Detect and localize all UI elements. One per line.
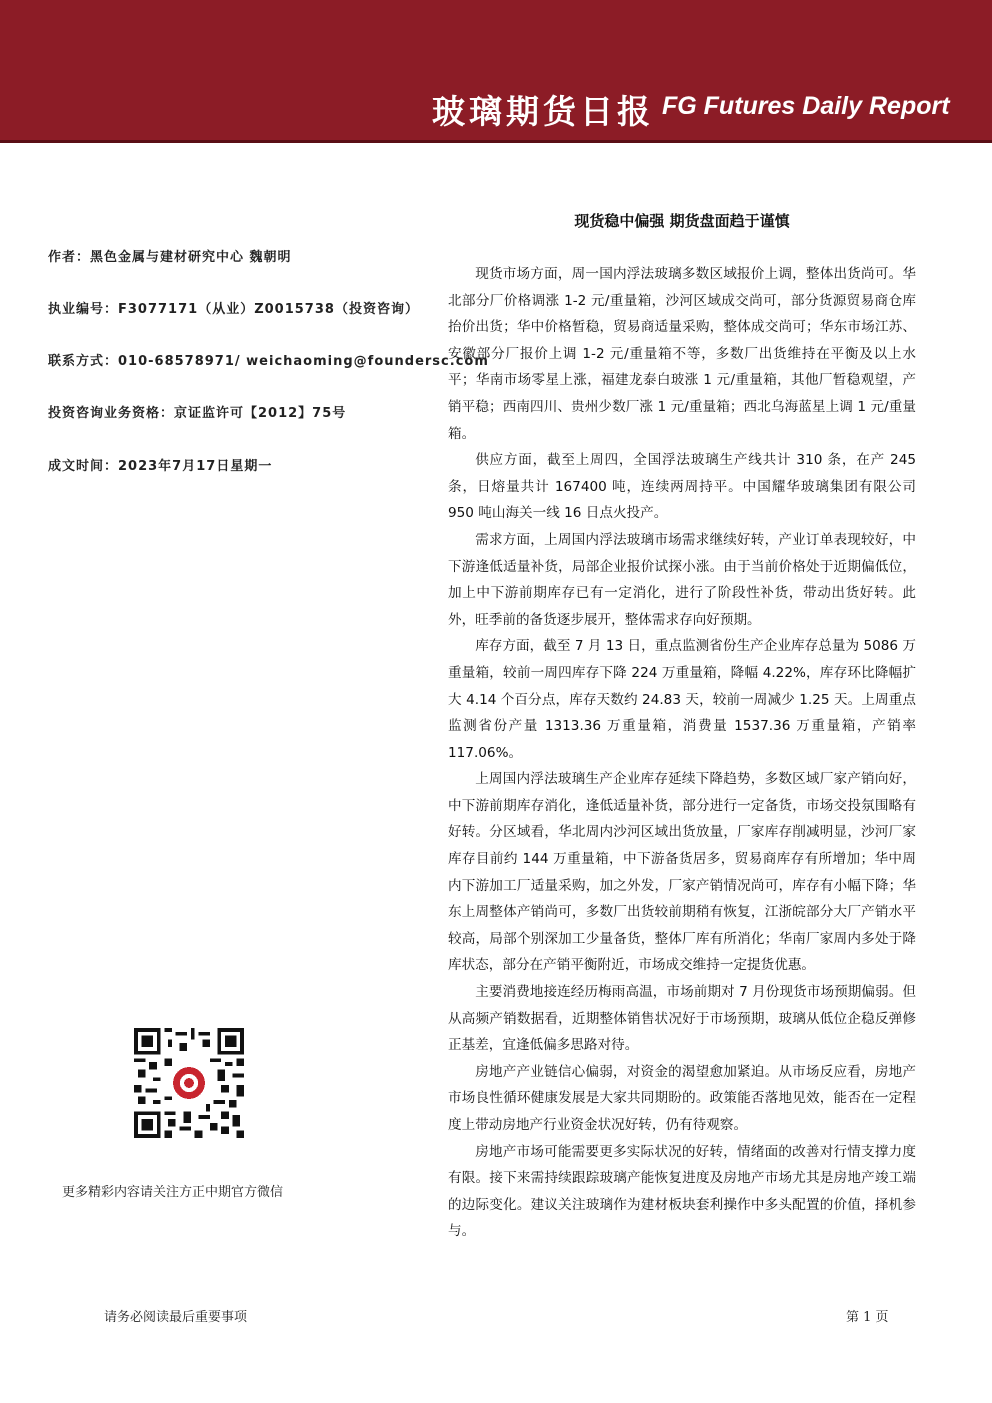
date-line: 成文时间：2023年7月17日星期一 xyxy=(48,459,273,474)
paragraph-consumption: 主要消费地接连经历梅雨高温，市场前期对 7 月份现货市场预期偏弱。但从高频产销数据看，近期整体销售状况好于市场预期，玻璃从低位企稳反弹修正基差，宜逢低偏多思路对待。 xyxy=(448,984,916,1054)
qr-caption: 更多精彩内容请关注方正中期官方微信 xyxy=(62,1185,284,1200)
paragraph-demand: 需求方面，上周国内浮法玻璃市场需求继续好转，产业订单表现较好，中下游逢低适量补货，局部企业报价试探小涨。由于当前价格处于近期偏低位，加上中下游前期库存已有一定消化，进行了阶段性补货，带动出货好转。此外，旺季前的备货逐步展开，整体需求存向好预期。 xyxy=(448,531,916,628)
qualification-line: 投资咨询业务资格：京证监许可【2012】75号 xyxy=(48,406,347,421)
paragraph-real-estate: 房地产产业链信心偏弱，对资金的渴望愈加紧迫。从市场反应看，房地产市场良性循环健康发展是大家共同期盼的。政策能否落地见效，能否在一定程度上带动房地产行业资金状况好转，仍有待观察。 xyxy=(448,1063,916,1133)
article-headline: 现货稳中偏强 期货盘面趋于谨慎 xyxy=(574,212,790,230)
page-number: 第 1 页 xyxy=(846,1310,889,1325)
report-title-cn: 玻璃期货日报 xyxy=(432,92,654,131)
qr-code-icon[interactable] xyxy=(134,1028,244,1138)
report-header xyxy=(0,0,992,140)
article-body xyxy=(448,261,916,1245)
header-divider xyxy=(0,140,992,143)
paragraph-outlook: 房地产市场可能需要更多实际状况的好转，情绪面的改善对行情支撑力度有限。接下来需持续跟踪玻璃产能恢复进度及房地产市场尤其是房地产竣工端的边际变化。建议关注玻璃作为建材板块套利操作中多头配置的价值，择机参与。 xyxy=(448,1143,916,1240)
license-number: 执业编号：F3077171（从业）Z0015738（投资咨询） xyxy=(48,302,419,317)
paragraph-inventory: 库存方面，截至 7 月 13 日，重点监测省份生产企业库存总量为 5086 万重量箱，较前一周四库存下降 224 万重量箱，降幅 4.22%，库存环比降幅扩大 4.14 个百分点，库存天数约 24.83 天，较前一周减少 1.25 天。上周重点监测省份产量 1313.36 万重量箱，消费量 1537.36 万重量箱，产销率 117.06%。 xyxy=(448,638,916,761)
paragraph-regional: 上周国内浮法玻璃生产企业库存延续下降趋势，多数区域厂家产销向好，中下游前期库存消化，逢低适量补货，部分进行一定备货，市场交投氛围略有好转。分区域看，华北周内沙河区域出货放量，厂家库存削减明显，沙河厂家库存目前约 144 万重量箱，中下游备货居多，贸易商库存有所增加；华中周内下游加工厂适量采购，加之外发，厂家产销情况尚可，库存有小幅下降；华东上周整体产销尚可，多数厂出货较前期稍有恢复，江浙皖部分大厂产销水平较高，局部个别深加工少量备货，整体厂库有所消化；华南厂家周内多处于降库状态，部分在产销平衡附近，市场成交维持一定提货优惠。 xyxy=(448,771,916,974)
footer-notice: 请务必阅读最后重要事项 xyxy=(104,1310,248,1325)
paragraph-supply: 供应方面，截至上周四，全国浮法玻璃生产线共计 310 条，在产 245 条，日熔量共计 167400 吨，连续两周持平。中国耀华玻璃集团有限公司 950 吨山海关一线 16 日点火投产。 xyxy=(448,452,916,522)
paragraph-spot-market: 现货市场方面，周一国内浮法玻璃多数区域报价上调，整体出货尚可。华北部分厂价格调涨 1-2 元/重量箱，沙河区域成交尚可，部分货源贸易商仓库抬价出货；华中价格暂稳，贸易商适量采购，整体成交尚可；华东市场江苏、安徽部分厂报价上调 1-2 元/重量箱不等，多数厂出货维持在平衡及以上水平；华南市场零星上涨，福建龙泰白玻涨 1 元/重量箱，其他厂暂稳观望，产销平稳；西南四川、贵州少数厂涨 1 元/重量箱；西北乌海蓝星上调 1 元/重量箱。 xyxy=(448,266,916,442)
report-title-en: FG Futures Daily Report xyxy=(662,92,950,120)
contact-info: 联系方式：010-68578971/ weichaoming@foundersc.com xyxy=(48,354,489,369)
author-line: 作者：黑色金属与建材研究中心 魏朝明 xyxy=(48,250,292,265)
